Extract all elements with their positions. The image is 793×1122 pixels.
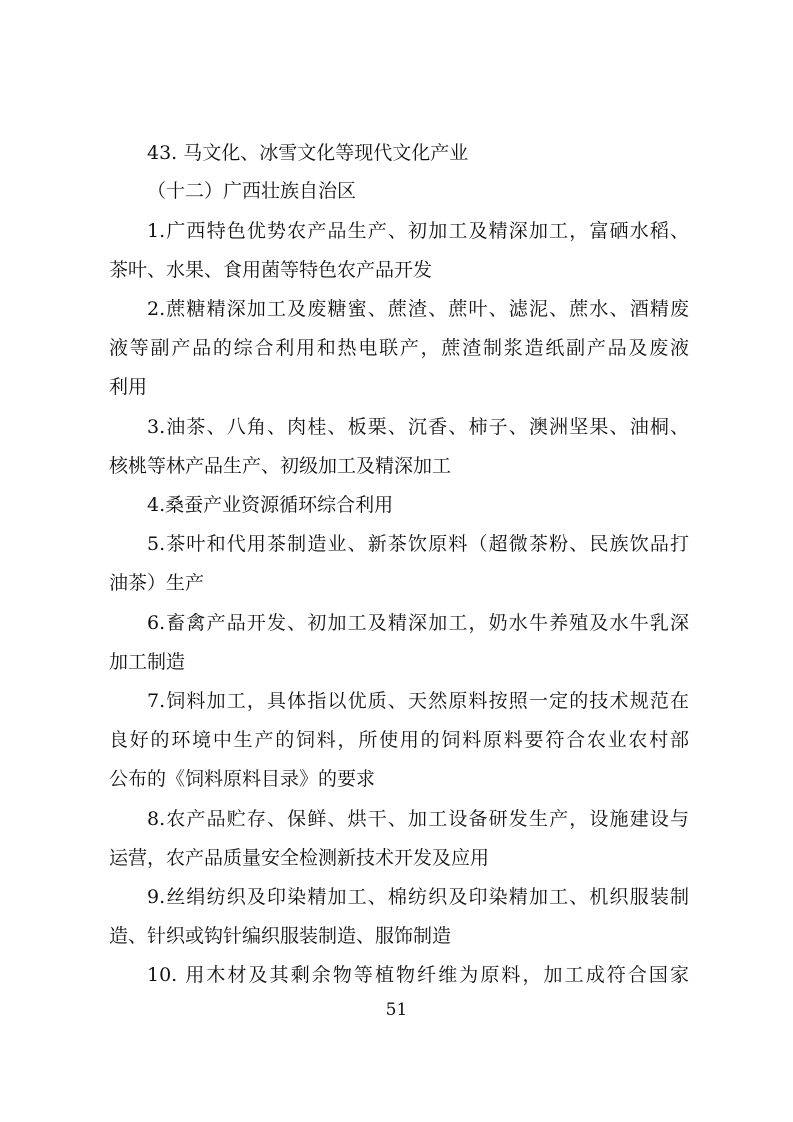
text-line-item-4: 4.桑蚕产业资源循环综合利用 (147, 494, 394, 516)
text-line-item-7: 7.饲料加工，具体指以优质、天然原料按照一定的技术规范在 (147, 690, 689, 712)
text-line-item-1: 1.广西特色优势农产品生产、初加工及精深加工，富硒水稻、 (147, 220, 689, 242)
text-line-item-8-cont: 运营，农产品质量安全检测新技术开发及应用 (109, 847, 490, 869)
text-line-item-1-cont: 茶叶、水果、食用菌等特色农产品开发 (109, 259, 433, 281)
text-line-item-3: 3.油茶、八角、肉桂、板栗、沉香、柿子、澳洲坚果、油桐、 (147, 416, 689, 438)
text-line-item-9-cont: 造、针织或钩针编织服装制造、服饰制造 (109, 925, 452, 947)
text-line-item-2-cont2: 利用 (109, 376, 148, 398)
page-number: 51 (385, 1000, 408, 1020)
text-line-item-5: 5.茶叶和代用茶制造业、新茶饮原料（超微茶粉、民族饮品打 (147, 533, 689, 555)
section-heading-guangxi: （十二）广西壮族自治区 (147, 180, 357, 202)
text-line-item-5-cont: 油茶）生产 (109, 572, 205, 594)
text-line-item-8: 8.农产品贮存、保鲜、烘干、加工设备研发生产，设施建设与 (147, 808, 689, 830)
text-line-item-3-cont: 核桃等林产品生产、初级加工及精深加工 (109, 455, 452, 477)
text-line-item-10: 10. 用木材及其剩余物等植物纤维为原料，加工成符合国家 (147, 964, 689, 986)
text-line-item-43: 43. 马文化、冰雪文化等现代文化产业 (147, 142, 469, 164)
text-line-item-2: 2.蔗糖精深加工及废糖蜜、蔗渣、蔗叶、滤泥、蔗水、酒精废 (147, 298, 689, 320)
text-line-item-9: 9.丝绢纺织及印染精加工、棉纺织及印染精加工、机织服装制 (147, 886, 689, 908)
text-line-item-2-cont: 液等副产品的综合利用和热电联产，蔗渣制浆造纸副产品及废液 (109, 337, 689, 359)
text-line-item-7-cont2: 公布的《饲料原料目录》的要求 (109, 768, 376, 790)
text-line-item-7-cont: 良好的环境中生产的饲料，所使用的饲料原料要符合农业农村部 (109, 729, 689, 751)
text-line-item-6: 6.畜禽产品开发、初加工及精深加工，奶水牛养殖及水牛乳深 (147, 612, 689, 634)
text-line-item-6-cont: 加工制造 (109, 651, 186, 673)
